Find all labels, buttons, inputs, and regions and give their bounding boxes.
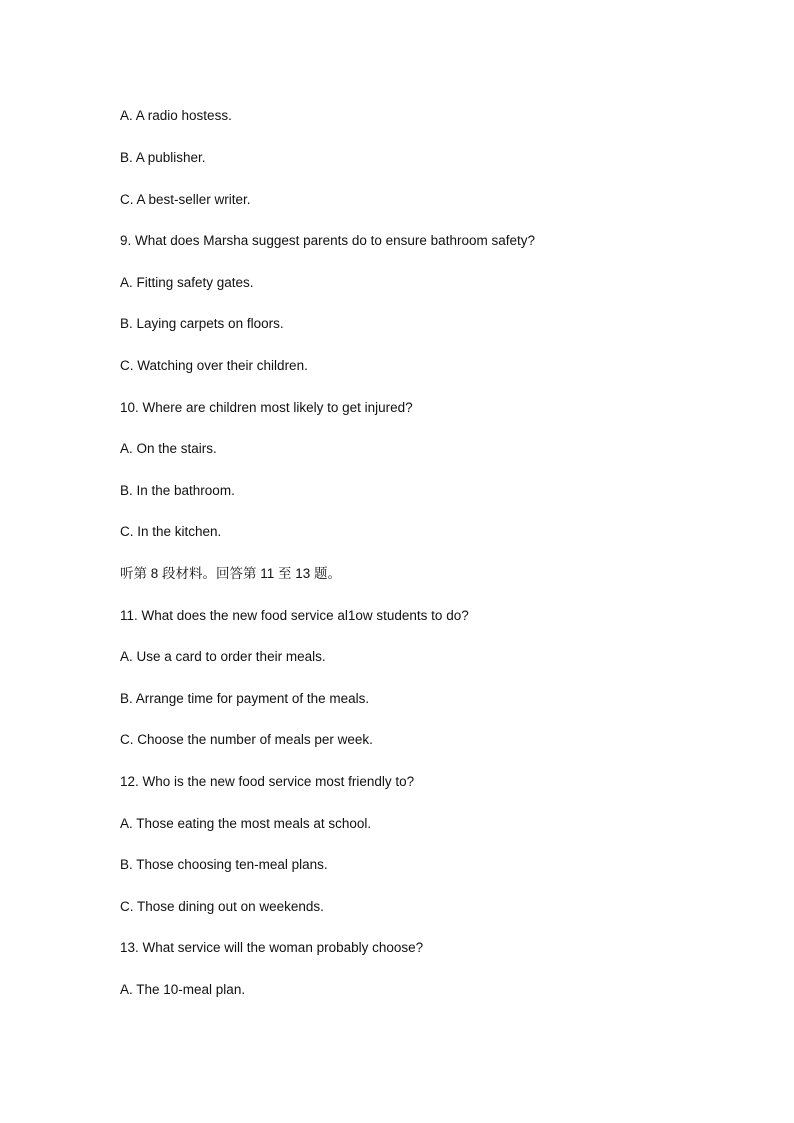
q12-option-a: A. Those eating the most meals at school.	[120, 816, 372, 831]
q12-option-c: C. Those dining out on weekends.	[120, 899, 324, 914]
q11-option-b: B. Arrange time for payment of the meals.	[120, 691, 370, 706]
q9-option-c: C. Watching over their children.	[120, 358, 308, 373]
q9-option-b: B. Laying carpets on floors.	[120, 316, 284, 331]
q12-option-b: B. Those choosing ten-meal plans.	[120, 857, 328, 872]
q10-option-a: A. On the stairs.	[120, 441, 217, 456]
q11-option-a: A. Use a card to order their meals.	[120, 649, 326, 664]
question-11: 11. What does the new food service al1ow students to do?	[120, 608, 469, 623]
question-13: 13. What service will the woman probably choose?	[120, 940, 424, 955]
section-instruction: 听第 8 段材料。回答第 11 至 13 题。	[120, 566, 342, 581]
q10-option-c: C. In the kitchen.	[120, 524, 222, 539]
q13-option-a: A. The 10-meal plan.	[120, 982, 246, 997]
q10-option-b: B. In the bathroom.	[120, 483, 235, 498]
q9-option-a: A. Fitting safety gates.	[120, 275, 254, 290]
q8-option-a: A. A radio hostess.	[120, 108, 232, 123]
q11-option-c: C. Choose the number of meals per week.	[120, 732, 373, 747]
q8-option-c: C. A best-seller writer.	[120, 192, 251, 207]
q8-option-b: B. A publisher.	[120, 150, 206, 165]
question-9: 9. What does Marsha suggest parents do to ensure bathroom safety?	[120, 233, 535, 248]
question-10: 10. Where are children most likely to get injured?	[120, 400, 413, 415]
question-12: 12. Who is the new food service most friendly to?	[120, 774, 415, 789]
